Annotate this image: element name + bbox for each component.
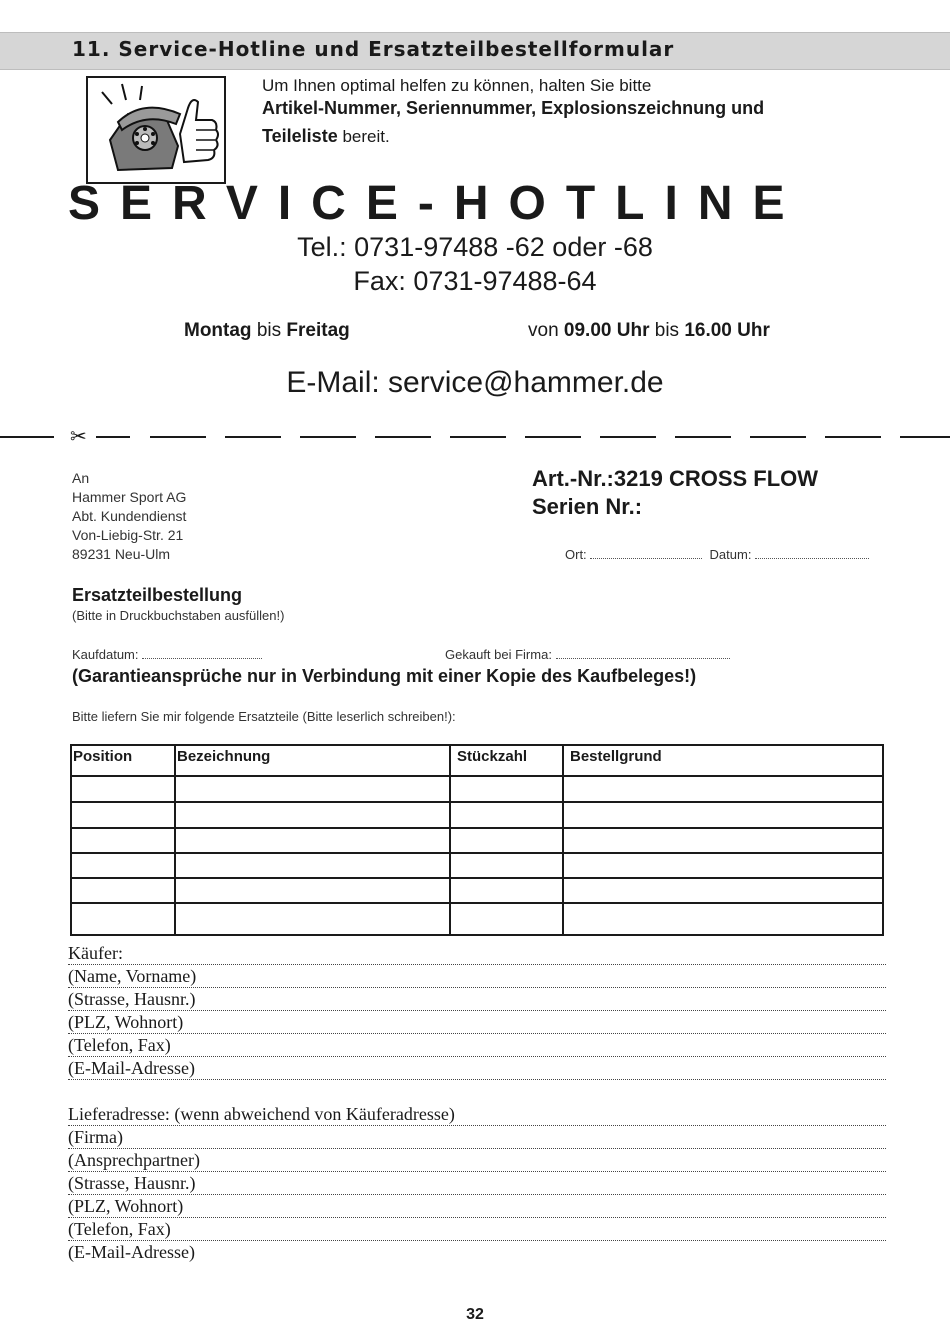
time-bis: bis [654, 320, 680, 341]
datum-field[interactable] [755, 548, 869, 559]
ort-field[interactable] [590, 548, 702, 559]
page-number: 32 [466, 1306, 484, 1323]
gekauft-label: Gekauft bei Firma: [445, 647, 552, 662]
kaufdatum-label: Kaufdatum: [72, 647, 139, 662]
gekauft-field[interactable] [556, 648, 730, 659]
address-line: Hammer Sport AG [72, 489, 187, 505]
delivery-line[interactable]: (PLZ, Wohnort) [68, 1195, 886, 1218]
order-hint: (Bitte in Druckbuchstaben ausfüllen!) [72, 608, 285, 623]
address-line: Abt. Kundendienst [72, 508, 187, 524]
service-times [528, 320, 770, 342]
delivery-line[interactable]: (Ansprechpartner) [68, 1149, 886, 1172]
ort-datum-row [565, 547, 869, 562]
address-line: An [72, 470, 90, 486]
delivery-line[interactable]: (E-Mail-Adresse) [68, 1242, 195, 1262]
datum-label: Datum: [709, 547, 752, 562]
delivery-line[interactable]: (Strasse, Hausnr.) [68, 1172, 886, 1195]
service-days [184, 320, 350, 342]
hotline-title: SERVICE-HOTLINE [68, 177, 805, 230]
intro-line-3-bold: Teileliste [262, 126, 338, 146]
intro-line-2: Artikel-Nummer, Seriennummer, Explosionszeichnung und [262, 98, 765, 118]
address-line: Von-Liebig-Str. 21 [72, 527, 184, 543]
hotline-phone: Tel.: 0731-97488 -62 oder -68 [297, 232, 653, 262]
buyer-line[interactable]: Käufer: [68, 942, 886, 965]
kaufdatum-row [72, 647, 262, 662]
article-number: Art.-Nr.:3219 CROSS FLOW [532, 466, 819, 491]
intro-line-3 [262, 126, 390, 147]
buyer-line[interactable]: (Telefon, Fax) [68, 1034, 886, 1057]
table-header-bezeichnung: Bezeichnung [177, 748, 271, 765]
table-header-stueckzahl: Stückzahl [457, 748, 528, 765]
section-title: 11. Service-Hotline und Ersatzteilbestellformular [72, 37, 675, 61]
days-to: Freitag [286, 320, 350, 341]
time-von: von [528, 320, 559, 341]
kaufdatum-field[interactable] [142, 648, 262, 659]
buyer-line[interactable]: (PLZ, Wohnort) [68, 1011, 886, 1034]
order-request: Bitte liefern Sie mir folgende Ersatzteile (Bitte leserlich schreiben!): [72, 709, 456, 724]
service-email: E-Mail: service@hammer.de [286, 366, 664, 399]
days-from: Montag [184, 320, 252, 341]
hotline-fax: Fax: 0731-97488-64 [353, 266, 597, 296]
ort-label: Ort: [565, 547, 587, 562]
table-header-bestellgrund: Bestellgrund [570, 748, 662, 765]
parts-table [70, 744, 884, 936]
order-title: Ersatzteilbestellung [72, 585, 243, 605]
time-from: 09.00 Uhr [563, 320, 650, 341]
scissors-icon: ✂ [70, 426, 87, 448]
buyer-line[interactable]: (E-Mail-Adresse) [68, 1057, 886, 1080]
delivery-line[interactable]: (Firma) [68, 1126, 886, 1149]
gekauft-row [445, 647, 730, 662]
delivery-line[interactable]: Lieferadresse: (wenn abweichend von Käuferadresse) [68, 1103, 886, 1126]
delivery-line[interactable]: (Telefon, Fax) [68, 1218, 886, 1241]
serial-number-label: Serien Nr.: [532, 494, 643, 519]
days-bis: bis [256, 320, 282, 341]
buyer-line[interactable]: (Name, Vorname) [68, 965, 886, 988]
buyer-line[interactable]: (Strasse, Hausnr.) [68, 988, 886, 1011]
guarantee-note: (Garantieansprüche nur in Verbindung mit einer Kopie des Kaufbeleges!) [72, 666, 697, 686]
table-header-position: Position [73, 748, 133, 765]
time-to: 16.00 Uhr [684, 320, 770, 341]
address-line: 89231 Neu-Ulm [72, 546, 171, 562]
intro-line-1: Um Ihnen optimal helfen zu können, halten Sie bitte [262, 76, 652, 95]
phone-thumbs-up-icon [86, 76, 226, 184]
intro-line-3-rest: bereit. [342, 127, 390, 146]
